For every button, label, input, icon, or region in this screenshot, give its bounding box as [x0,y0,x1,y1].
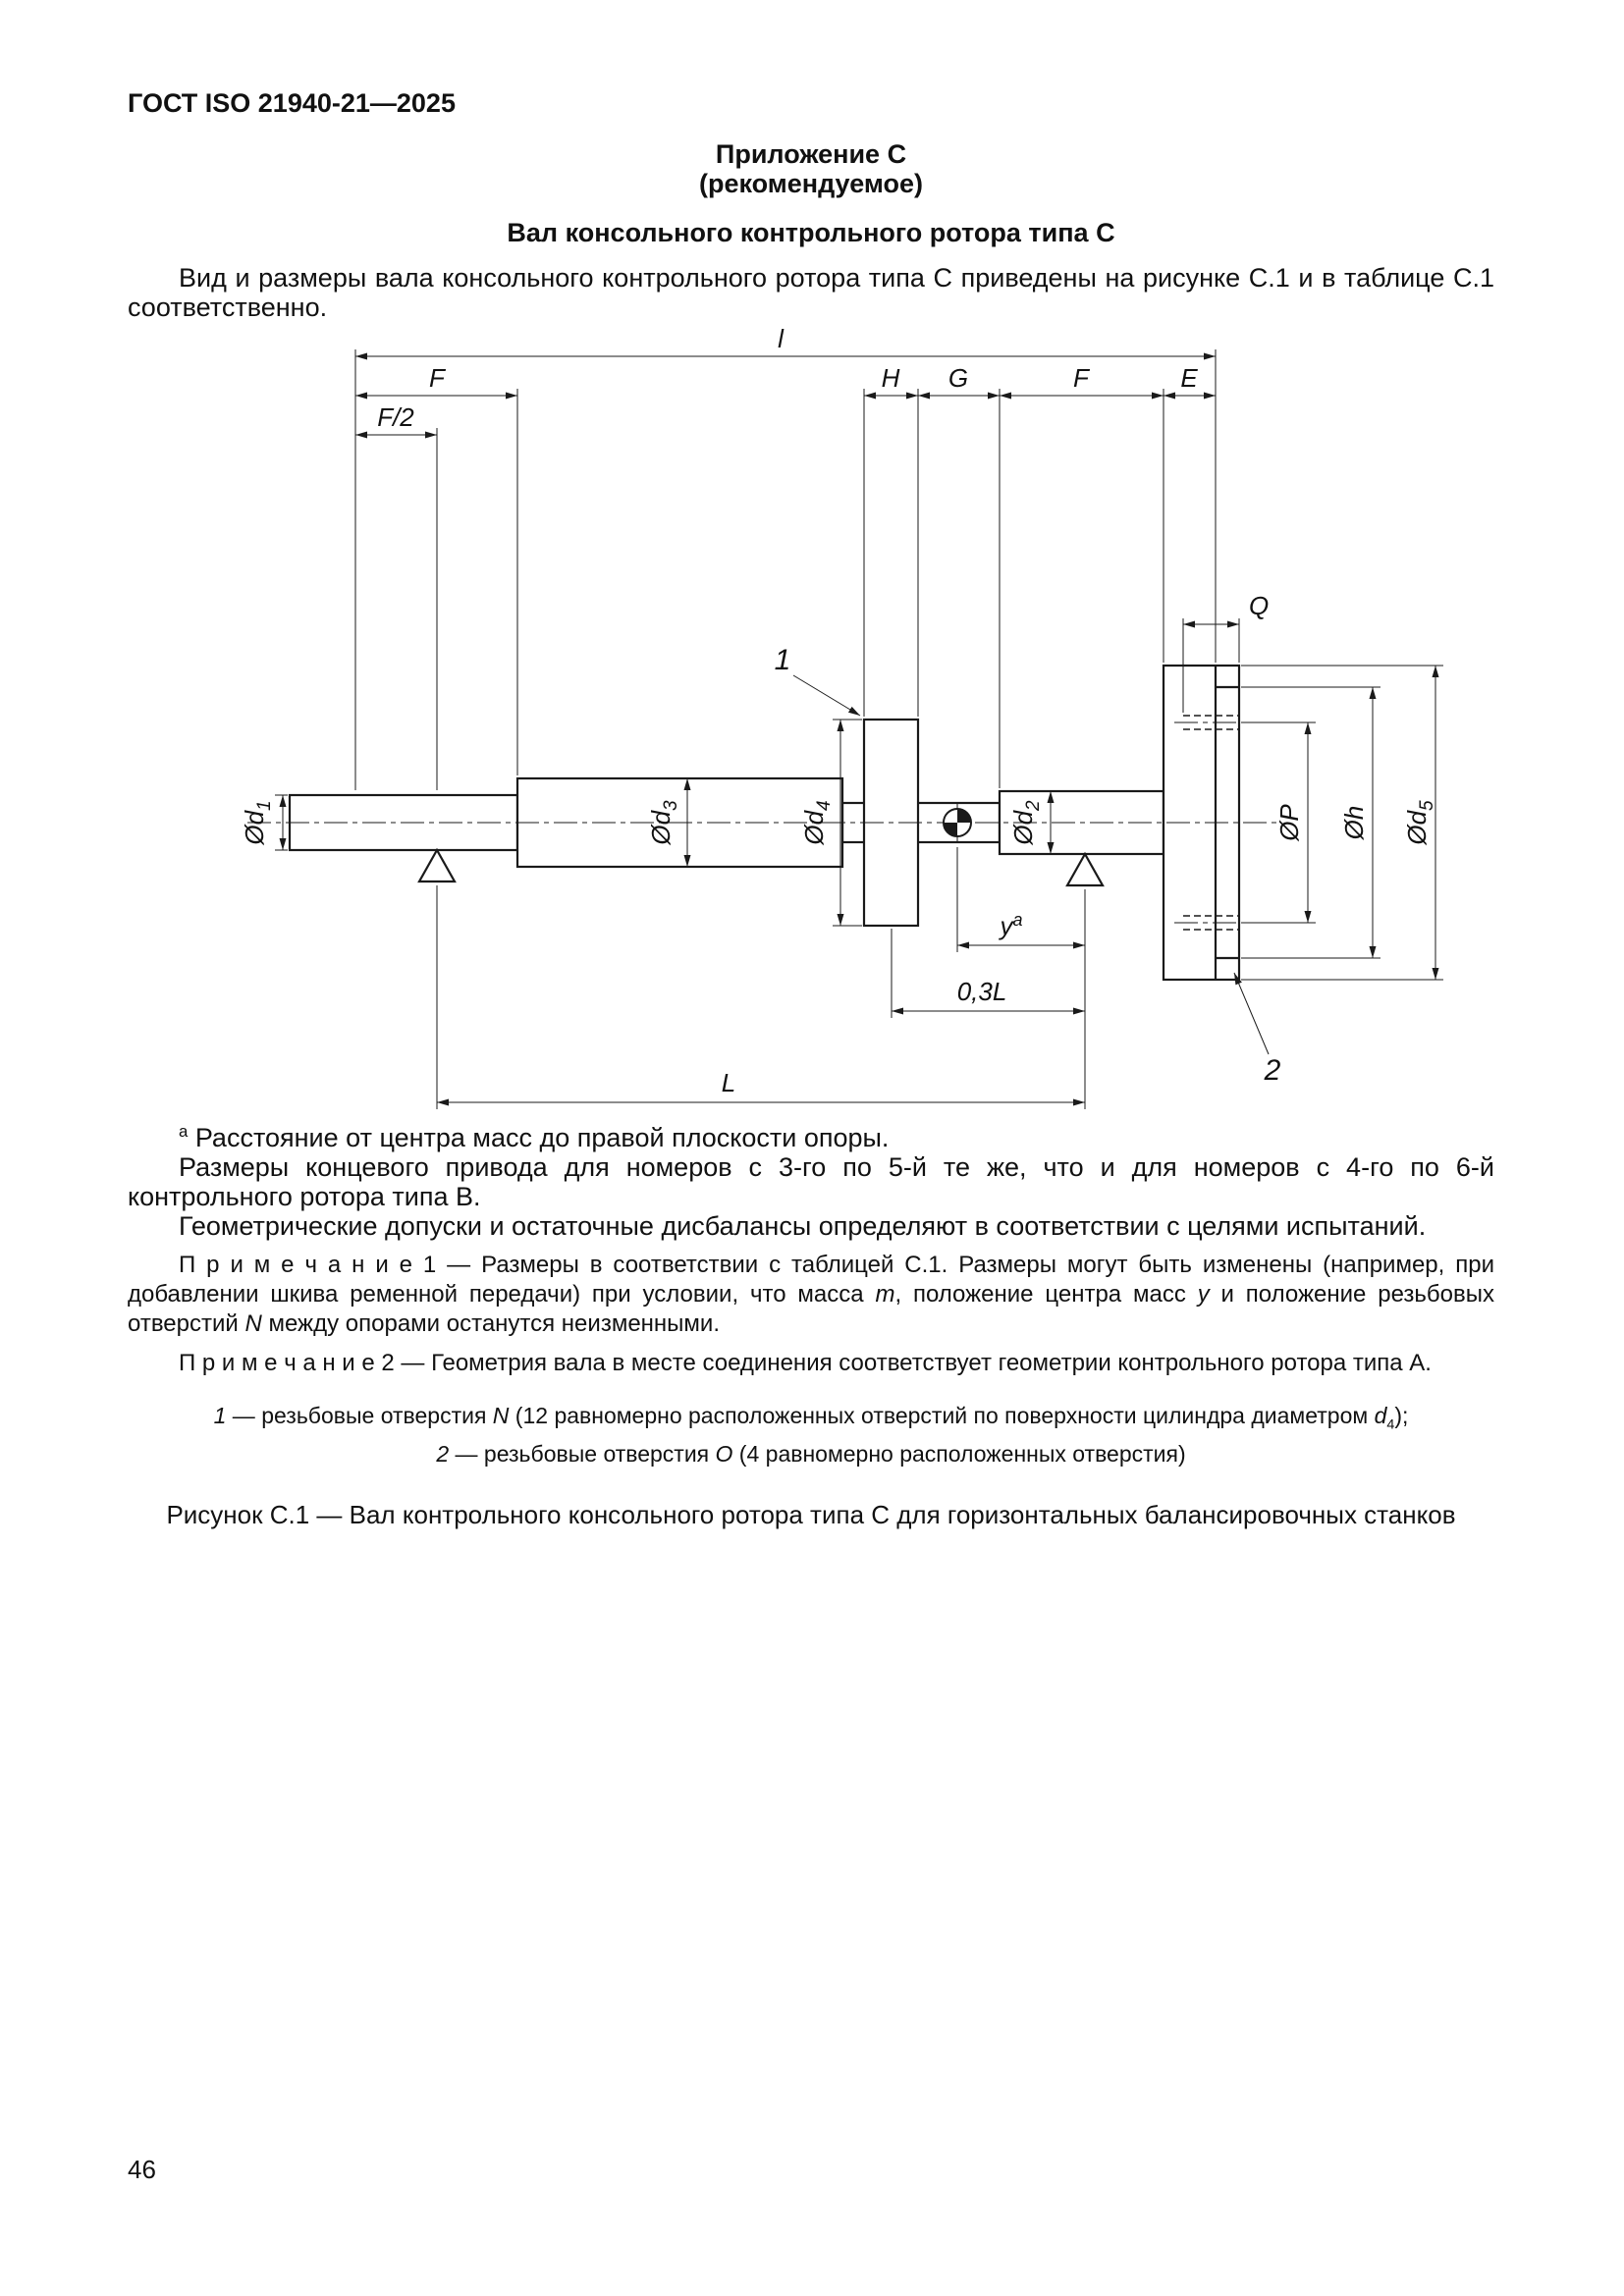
dimension-lines [283,356,1435,1102]
appendix-kind: (рекомендуемое) [699,169,923,198]
note-2-text: — Геометрия вала в месте соединения соответствует геометрии контрольного ротора типа А. [394,1350,1432,1376]
note-1-text4: между опорами останутся неизменными. [261,1310,720,1337]
note-1-text: — Размеры в соответствии с таблицей С.1. Размеры могут быть изменены (например, при добавлении шкива ременной передачи) при условии, что масса [128,1252,1494,1308]
dim-label-F-left: F [429,363,445,393]
legend-1-var-d: d [1374,1403,1387,1428]
dim-label-h: Øh [1339,805,1369,840]
dim-label-d5: $Ød_5$ [1402,800,1437,845]
legend-item-1 [128,1402,1494,1440]
note-1-var-N: N [244,1310,262,1337]
legend-1-text2: (12 равномерно расположенных отверстий по поверхности цилиндра диаметром [509,1403,1375,1428]
document-header: ГОСТ ISO 21940-21—2025 [128,88,456,118]
note-2 [128,1349,1494,1378]
paragraph-drive-sizes: Размеры концевого привода для номеров с 3-го по 5-й те же, что и для номеров с 4-го по 6-й контрольного ротора типа В. [128,1152,1494,1211]
dim-label-F-half: F/2 [377,402,414,432]
figure-caption: Рисунок С.1 — Вал контрольного консольного ротора типа С для горизонтальных балансировочных станков [166,1499,1456,1529]
dim-label-d1: $Ød_1$ [240,800,275,845]
figure-c1-drawing [0,322,1624,1117]
section-title: Вал консольного контрольного ротора типа С [507,218,1115,247]
extension-lines [275,349,1443,1109]
legend-1-var-N: N [492,1403,510,1428]
dim-label-03L: 0,3L [956,977,1007,1006]
dim-label-H: H [881,363,900,393]
left-support-triangle [419,850,455,881]
legend-1-text3: ); [1394,1403,1409,1428]
legend-2-num: 2 [436,1440,450,1467]
right-support-triangle [1067,854,1103,885]
dim-label-E: E [1180,363,1198,393]
legend-item-2 [128,1440,1494,1468]
legend-1-num: 1 [213,1403,227,1428]
note-1-text3: и положение резьбовых отверстий [128,1281,1495,1337]
note-1-label: П р и м е ч а н и е 1 [179,1252,437,1278]
page-number: 46 [128,2155,156,2184]
note-2-label: П р и м е ч а н и е 2 [179,1350,395,1376]
legend-1-text: — резьбовые отверстия [226,1403,493,1428]
legend-2-text: — резьбовые отверстия [449,1440,716,1467]
dim-label-d2: $Ød_2$ [1008,800,1044,845]
paragraph-tolerances: Геометрические допуски и остаточные дисбалансы определяют в соответствии с целями испытаний. [179,1211,1427,1241]
dim-label-l: l [778,324,784,353]
dim-label-Q: Q [1249,591,1270,620]
legend-2-var-O: О [715,1440,733,1467]
dim-label-L: L [721,1068,736,1097]
leader-callout-1 [793,675,860,716]
note-1-var-m: m [875,1281,895,1308]
dim-label-P: ØP [1274,804,1304,841]
figure-c1 [0,322,1624,1117]
leader-callout-2 [1234,973,1269,1054]
footnote-marker: а [179,1122,189,1141]
dim-label-d4: $Ød_4$ [799,800,835,845]
dim-label-d3: $Ød_3$ [646,800,681,845]
dim-label-G: G [947,363,969,393]
figure-legend [128,1402,1494,1468]
dim-label-y: $y^а$ [1000,910,1023,940]
dim-label-F-right: F [1073,363,1089,393]
callout-2: 2 [1264,1054,1281,1087]
legend-1-d4-subscript: 4 [1386,1416,1395,1433]
footnote-text: Расстояние от центра масс до правой плоскости опоры. [188,1123,890,1152]
intro-paragraph: Вид и размеры вала консольного контрольного ротора типа С приведены на рисунке С.1 и в таблице С.1 соответственно. [128,263,1494,322]
note-1-text2: , положение центра масс [894,1281,1198,1308]
figure-footnote [128,1117,1494,1152]
note-1 [128,1251,1494,1339]
note-1-var-y: у [1197,1281,1210,1308]
appendix-title: Приложение С [715,139,907,169]
legend-2-text2: (4 равномерно расположенных отверстия) [732,1440,1186,1467]
callout-1: 1 [774,644,791,676]
